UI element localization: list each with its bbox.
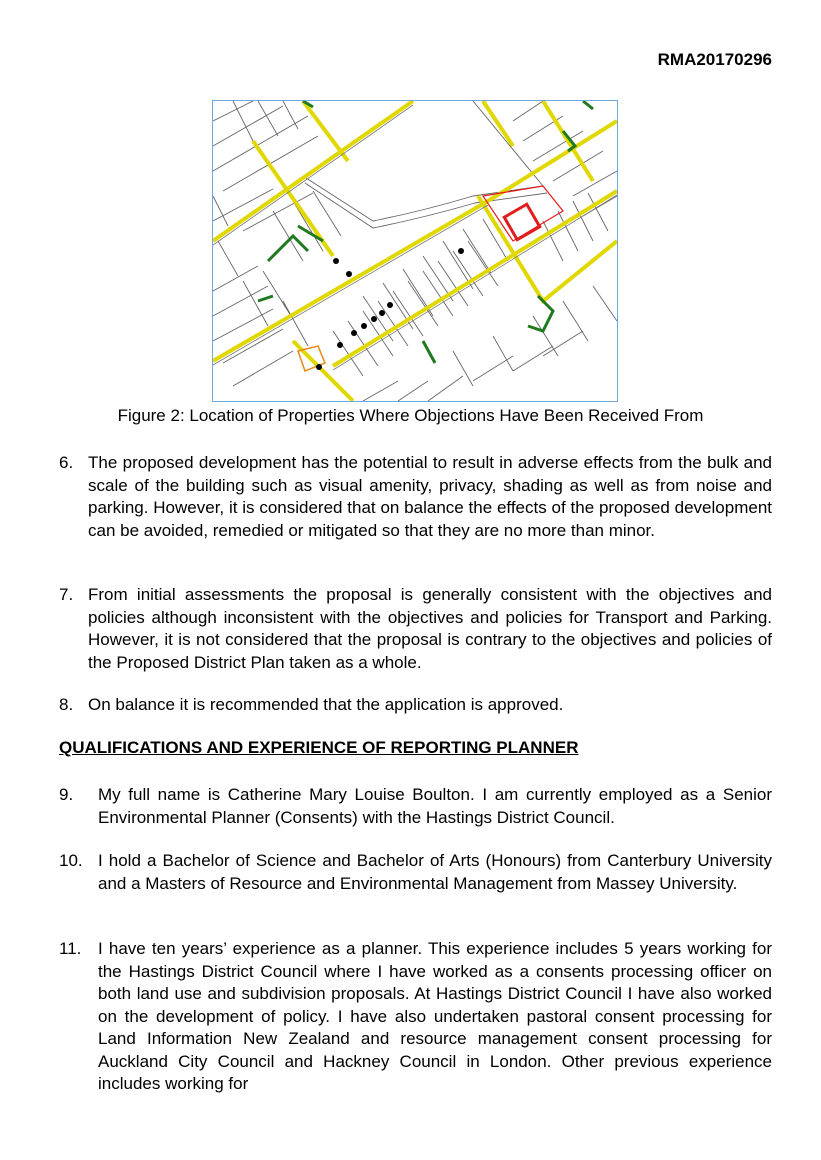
location-map	[212, 100, 618, 402]
paragraph-number: 9.	[59, 785, 74, 804]
roads	[213, 101, 617, 401]
paragraph-number: 6.	[59, 453, 74, 472]
section-heading: QUALIFICATIONS AND EXPERIENCE OF REPORTING PLANNER	[59, 738, 579, 757]
document-reference: RMA20170296	[657, 50, 772, 69]
parcel-lines	[213, 101, 617, 401]
paragraph-number: 7.	[59, 585, 74, 604]
reserve-lines	[258, 101, 593, 363]
paragraph-text: The proposed development has the potential to result in adverse effects from the bulk and scale of the building such as visual amenity, privacy, shading as well as from noise and parking. However, it is considered that on balance the effects of the proposed development can be avoided, remedied or mitigated so that they are no more than minor.	[88, 453, 772, 540]
paragraph-text: On balance it is recommended that the application is approved.	[88, 695, 564, 714]
paragraph-text: My full name is Catherine Mary Louise Boulton. I am currently employed as a Senior Environmental Planner (Consents) with the Hastings District Council.	[98, 785, 772, 827]
figure-caption: Figure 2: Location of Properties Where Objections Have Been Received From	[117, 406, 704, 425]
paragraph-text: I hold a Bachelor of Science and Bachelor of Arts (Honours) from Canterbury University and a Masters of Resource and Environmental Management from Massey University.	[98, 851, 772, 893]
paragraph-number: 11.	[59, 939, 82, 958]
paragraph-text: From initial assessments the proposal is generally consistent with the objectives and policies although inconsistent with the objectives and policies for Transport and Parking. However, it is not considered that the proposal is contrary to the objectives and policies of the Proposed District Plan taken as a whole.	[88, 585, 772, 672]
paragraph-number: 10.	[59, 851, 83, 870]
paragraph-number: 8.	[59, 695, 74, 714]
paragraph-text: I have ten years’ experience as a planner. This experience includes 5 years working for the Hastings District Council where I have worked as a consents processing officer on both land use and subdivision proposals. At Hastings District Council I have also worked on the development of policy. I have also undertaken pastoral consent processing for Land Information New Zealand and resource management consent processing for Auckland City Council and Hackney Council in London. Other previous experience includes working for	[98, 939, 772, 1093]
